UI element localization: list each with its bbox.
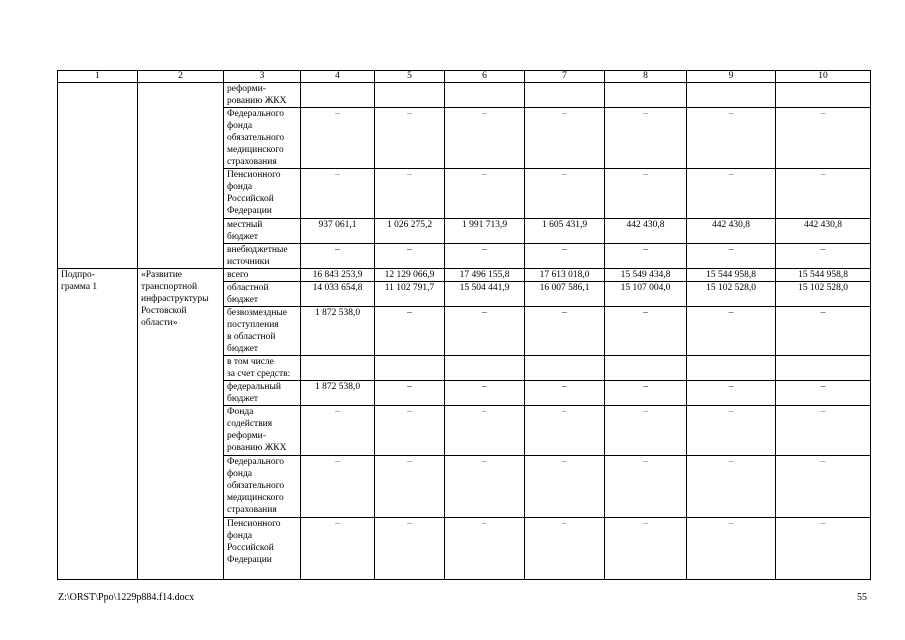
value-cell: – [375,307,445,356]
value-cell: – [445,307,525,356]
source-label-cell: местный бюджет [224,219,301,244]
value-cell: – [525,169,605,219]
source-label-cell: Пенсионного фонда Российской Федерации [224,169,301,219]
source-label-cell: безвозмездные поступления в областной бюджет [224,307,301,356]
value-cell: – [605,406,687,456]
column-header: 9 [687,71,776,83]
source-label-cell: федеральный бюджет [224,381,301,406]
value-cell: 15 544 958,8 [776,269,871,282]
value-cell: 15 107 004,0 [605,282,687,307]
value-cell: – [375,381,445,406]
table-row [58,83,871,108]
subprogram-name-cell [138,83,224,269]
value-cell: – [445,244,525,269]
value-cell: – [776,406,871,456]
subprogram-cell [58,83,138,269]
value-cell [605,356,687,381]
header-row [58,71,871,83]
column-header: 3 [224,71,301,83]
value-cell: – [525,108,605,169]
value-cell [375,356,445,381]
value-cell: 15 504 441,9 [445,282,525,307]
value-cell: – [605,169,687,219]
subprogram-name-cell: «Развитие транспортной инфраструктуры Ростовской области» [138,269,224,580]
value-cell: – [525,381,605,406]
source-label-cell: Фонда содействия реформи- рованию ЖКХ [224,406,301,456]
value-cell: – [605,244,687,269]
value-cell [301,356,375,381]
value-cell: – [605,456,687,518]
value-cell: – [525,456,605,518]
value-cell: – [605,307,687,356]
value-cell: – [445,456,525,518]
column-header: 7 [525,71,605,83]
value-cell: – [525,518,605,580]
value-cell [776,356,871,381]
source-label-cell: Федерального фонда обязательного медицинского страхования [224,108,301,169]
value-cell: – [605,108,687,169]
value-cell: 17 496 155,8 [445,269,525,282]
value-cell: – [687,406,776,456]
value-cell: – [301,244,375,269]
value-cell: – [687,307,776,356]
value-cell: – [687,456,776,518]
value-cell: – [687,244,776,269]
value-cell: 1 026 275,2 [375,219,445,244]
value-cell: – [687,169,776,219]
value-cell: 14 033 654,8 [301,282,375,307]
value-cell: 1 872 538,0 [301,307,375,356]
value-cell [687,83,776,108]
value-cell: 937 061,1 [301,219,375,244]
column-header: 1 [58,71,138,83]
value-cell: – [776,108,871,169]
value-cell: – [445,108,525,169]
column-header: 6 [445,71,525,83]
value-cell: – [301,518,375,580]
value-cell: – [445,518,525,580]
value-cell: 1 872 538,0 [301,381,375,406]
value-cell: – [375,169,445,219]
value-cell: 16 843 253,9 [301,269,375,282]
value-cell: – [687,381,776,406]
value-cell: – [776,169,871,219]
value-cell: 442 430,8 [687,219,776,244]
value-cell: – [605,381,687,406]
value-cell: – [375,518,445,580]
column-header: 2 [138,71,224,83]
source-label-cell: в том числе за счет средств: [224,356,301,381]
value-cell: – [375,456,445,518]
value-cell: 12 129 066,9 [375,269,445,282]
value-cell: – [525,307,605,356]
value-cell: – [605,518,687,580]
value-cell: – [301,406,375,456]
value-cell [375,83,445,108]
table-body [58,71,871,580]
source-label-cell: внебюджетные источники [224,244,301,269]
value-cell: – [776,307,871,356]
value-cell: 15 102 528,0 [776,282,871,307]
value-cell [301,83,375,108]
value-cell: – [687,108,776,169]
budget-table [57,70,871,580]
source-label-cell: всего [224,269,301,282]
column-header: 8 [605,71,687,83]
value-cell: 15 102 528,0 [687,282,776,307]
value-cell: – [776,518,871,580]
source-label-cell: областной бюджет [224,282,301,307]
value-cell [605,83,687,108]
footer-file-path: Z:\ORST\Ppo\1229p884.f14.docx [58,592,195,603]
value-cell: – [301,456,375,518]
value-cell [525,356,605,381]
value-cell: 15 544 958,8 [687,269,776,282]
value-cell: – [687,518,776,580]
value-cell: 15 549 434,8 [605,269,687,282]
value-cell [776,83,871,108]
value-cell: – [375,406,445,456]
value-cell: – [445,381,525,406]
column-header: 10 [776,71,871,83]
value-cell: – [525,406,605,456]
value-cell: – [301,169,375,219]
value-cell: – [776,456,871,518]
value-cell: – [525,244,605,269]
source-label-cell: Федерального фонда обязательного медицинского страхования [224,456,301,518]
value-cell: 11 102 791,7 [375,282,445,307]
value-cell: – [301,108,375,169]
value-cell: 17 613 018,0 [525,269,605,282]
value-cell: – [776,244,871,269]
value-cell: – [375,108,445,169]
value-cell: – [445,169,525,219]
value-cell: 1 991 713,9 [445,219,525,244]
value-cell: – [375,244,445,269]
value-cell: – [776,381,871,406]
subprogram-cell: Подпро- грамма 1 [58,269,138,580]
value-cell: 442 430,8 [605,219,687,244]
table-row [58,269,871,282]
source-label-cell: Пенсионного фонда Российской Федерации [224,518,301,580]
column-header: 4 [301,71,375,83]
value-cell: – [445,406,525,456]
value-cell: 16 007 586,1 [525,282,605,307]
source-label-cell: реформи- рованию ЖКХ [224,83,301,108]
column-header: 5 [375,71,445,83]
value-cell: 1 605 431,9 [525,219,605,244]
value-cell [687,356,776,381]
value-cell [445,356,525,381]
value-cell [525,83,605,108]
footer-page-number: 55 [857,592,867,603]
value-cell: 442 430,8 [776,219,871,244]
value-cell [445,83,525,108]
